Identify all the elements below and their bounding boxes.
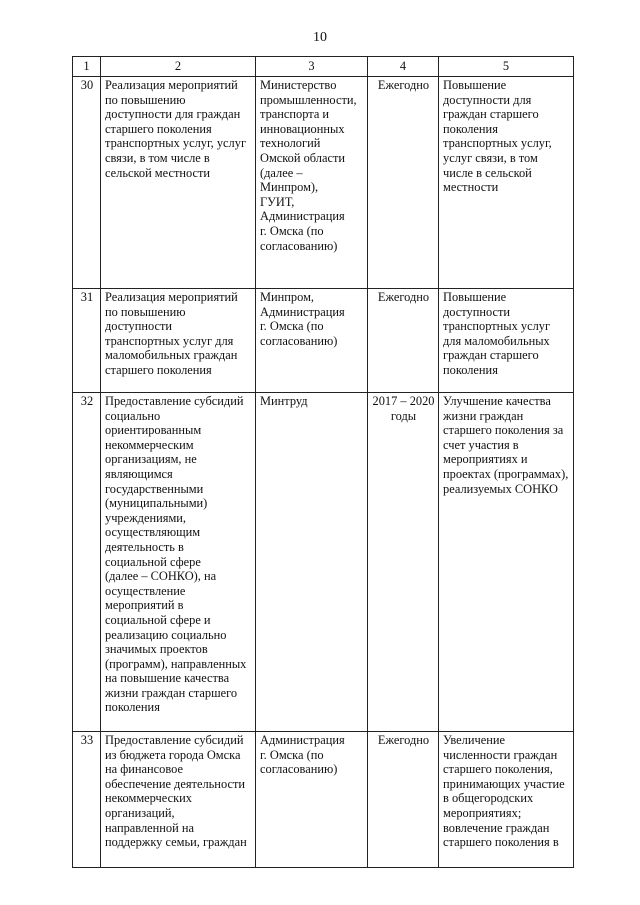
term-cell: Ежегодно bbox=[368, 732, 439, 868]
term-cell: Ежегодно bbox=[368, 77, 439, 289]
term-cell: 2017 – 2020 годы bbox=[368, 393, 439, 732]
measures-table bbox=[72, 56, 574, 868]
result-cell: Повышение доступности для граждан старшего поколения транспортных услуг, услуг связи, в том числе в сельской местности bbox=[439, 77, 574, 289]
header-col-1: 1 bbox=[73, 57, 101, 77]
table-header-row bbox=[73, 57, 574, 77]
activity-cell: Реализация мероприятий по повышению доступности транспортных услуг для маломобильных граждан старшего поколения bbox=[101, 289, 256, 393]
header-col-5: 5 bbox=[439, 57, 574, 77]
row-number: 32 bbox=[73, 393, 101, 732]
table-row bbox=[73, 289, 574, 393]
table-row bbox=[73, 393, 574, 732]
executor-cell: Минпром, Администрация г. Омска (по согласованию) bbox=[256, 289, 368, 393]
row-number: 33 bbox=[73, 732, 101, 868]
result-cell: Повышение доступности транспортных услуг для маломобильных граждан старшего поколения bbox=[439, 289, 574, 393]
row-number: 31 bbox=[73, 289, 101, 393]
activity-cell: Предоставление субсидий из бюджета города Омска на финансовое обеспечение деятельности некоммерческих организаций, направленной на поддержку семьи, граждан bbox=[101, 732, 256, 868]
activity-cell: Предоставление субсидий социально ориентированным некоммерческим организациям, не являющимся государственными (муниципальными) учреждениями, осуществляющим деятельность в социальной сфере (далее – СОНКО), на осуществление мероприятий в социальной сфере и реализацию социально значимых проектов (программ), направленных на повышение качества жизни граждан старшего поколения bbox=[101, 393, 256, 732]
header-col-4: 4 bbox=[368, 57, 439, 77]
header-col-2: 2 bbox=[101, 57, 256, 77]
table-row bbox=[73, 732, 574, 868]
activity-cell: Реализация мероприятий по повышению доступности для граждан старшего поколения транспортных услуг, услуг связи, в том числе в сельской местности bbox=[101, 77, 256, 289]
table-row bbox=[73, 77, 574, 289]
executor-cell: Администрация г. Омска (по согласованию) bbox=[256, 732, 368, 868]
result-cell: Улучшение качества жизни граждан старшего поколения за счет участия в мероприятиях и проектах (программах), реализуемых СОНКО bbox=[439, 393, 574, 732]
executor-cell: Минтруд bbox=[256, 393, 368, 732]
row-number: 30 bbox=[73, 77, 101, 289]
executor-cell: Министерство промышленности, транспорта и инновационных технологий Омской области (далее – Минпром), ГУИТ, Администрация г. Омска (по согласованию) bbox=[256, 77, 368, 289]
page-number: 10 bbox=[313, 30, 327, 45]
header-col-3: 3 bbox=[256, 57, 368, 77]
result-cell: Увеличение численности граждан старшего поколения, принимающих участие в общегородских мероприятиях; вовлечение граждан старшего поколения в bbox=[439, 732, 574, 868]
term-cell: Ежегодно bbox=[368, 289, 439, 393]
